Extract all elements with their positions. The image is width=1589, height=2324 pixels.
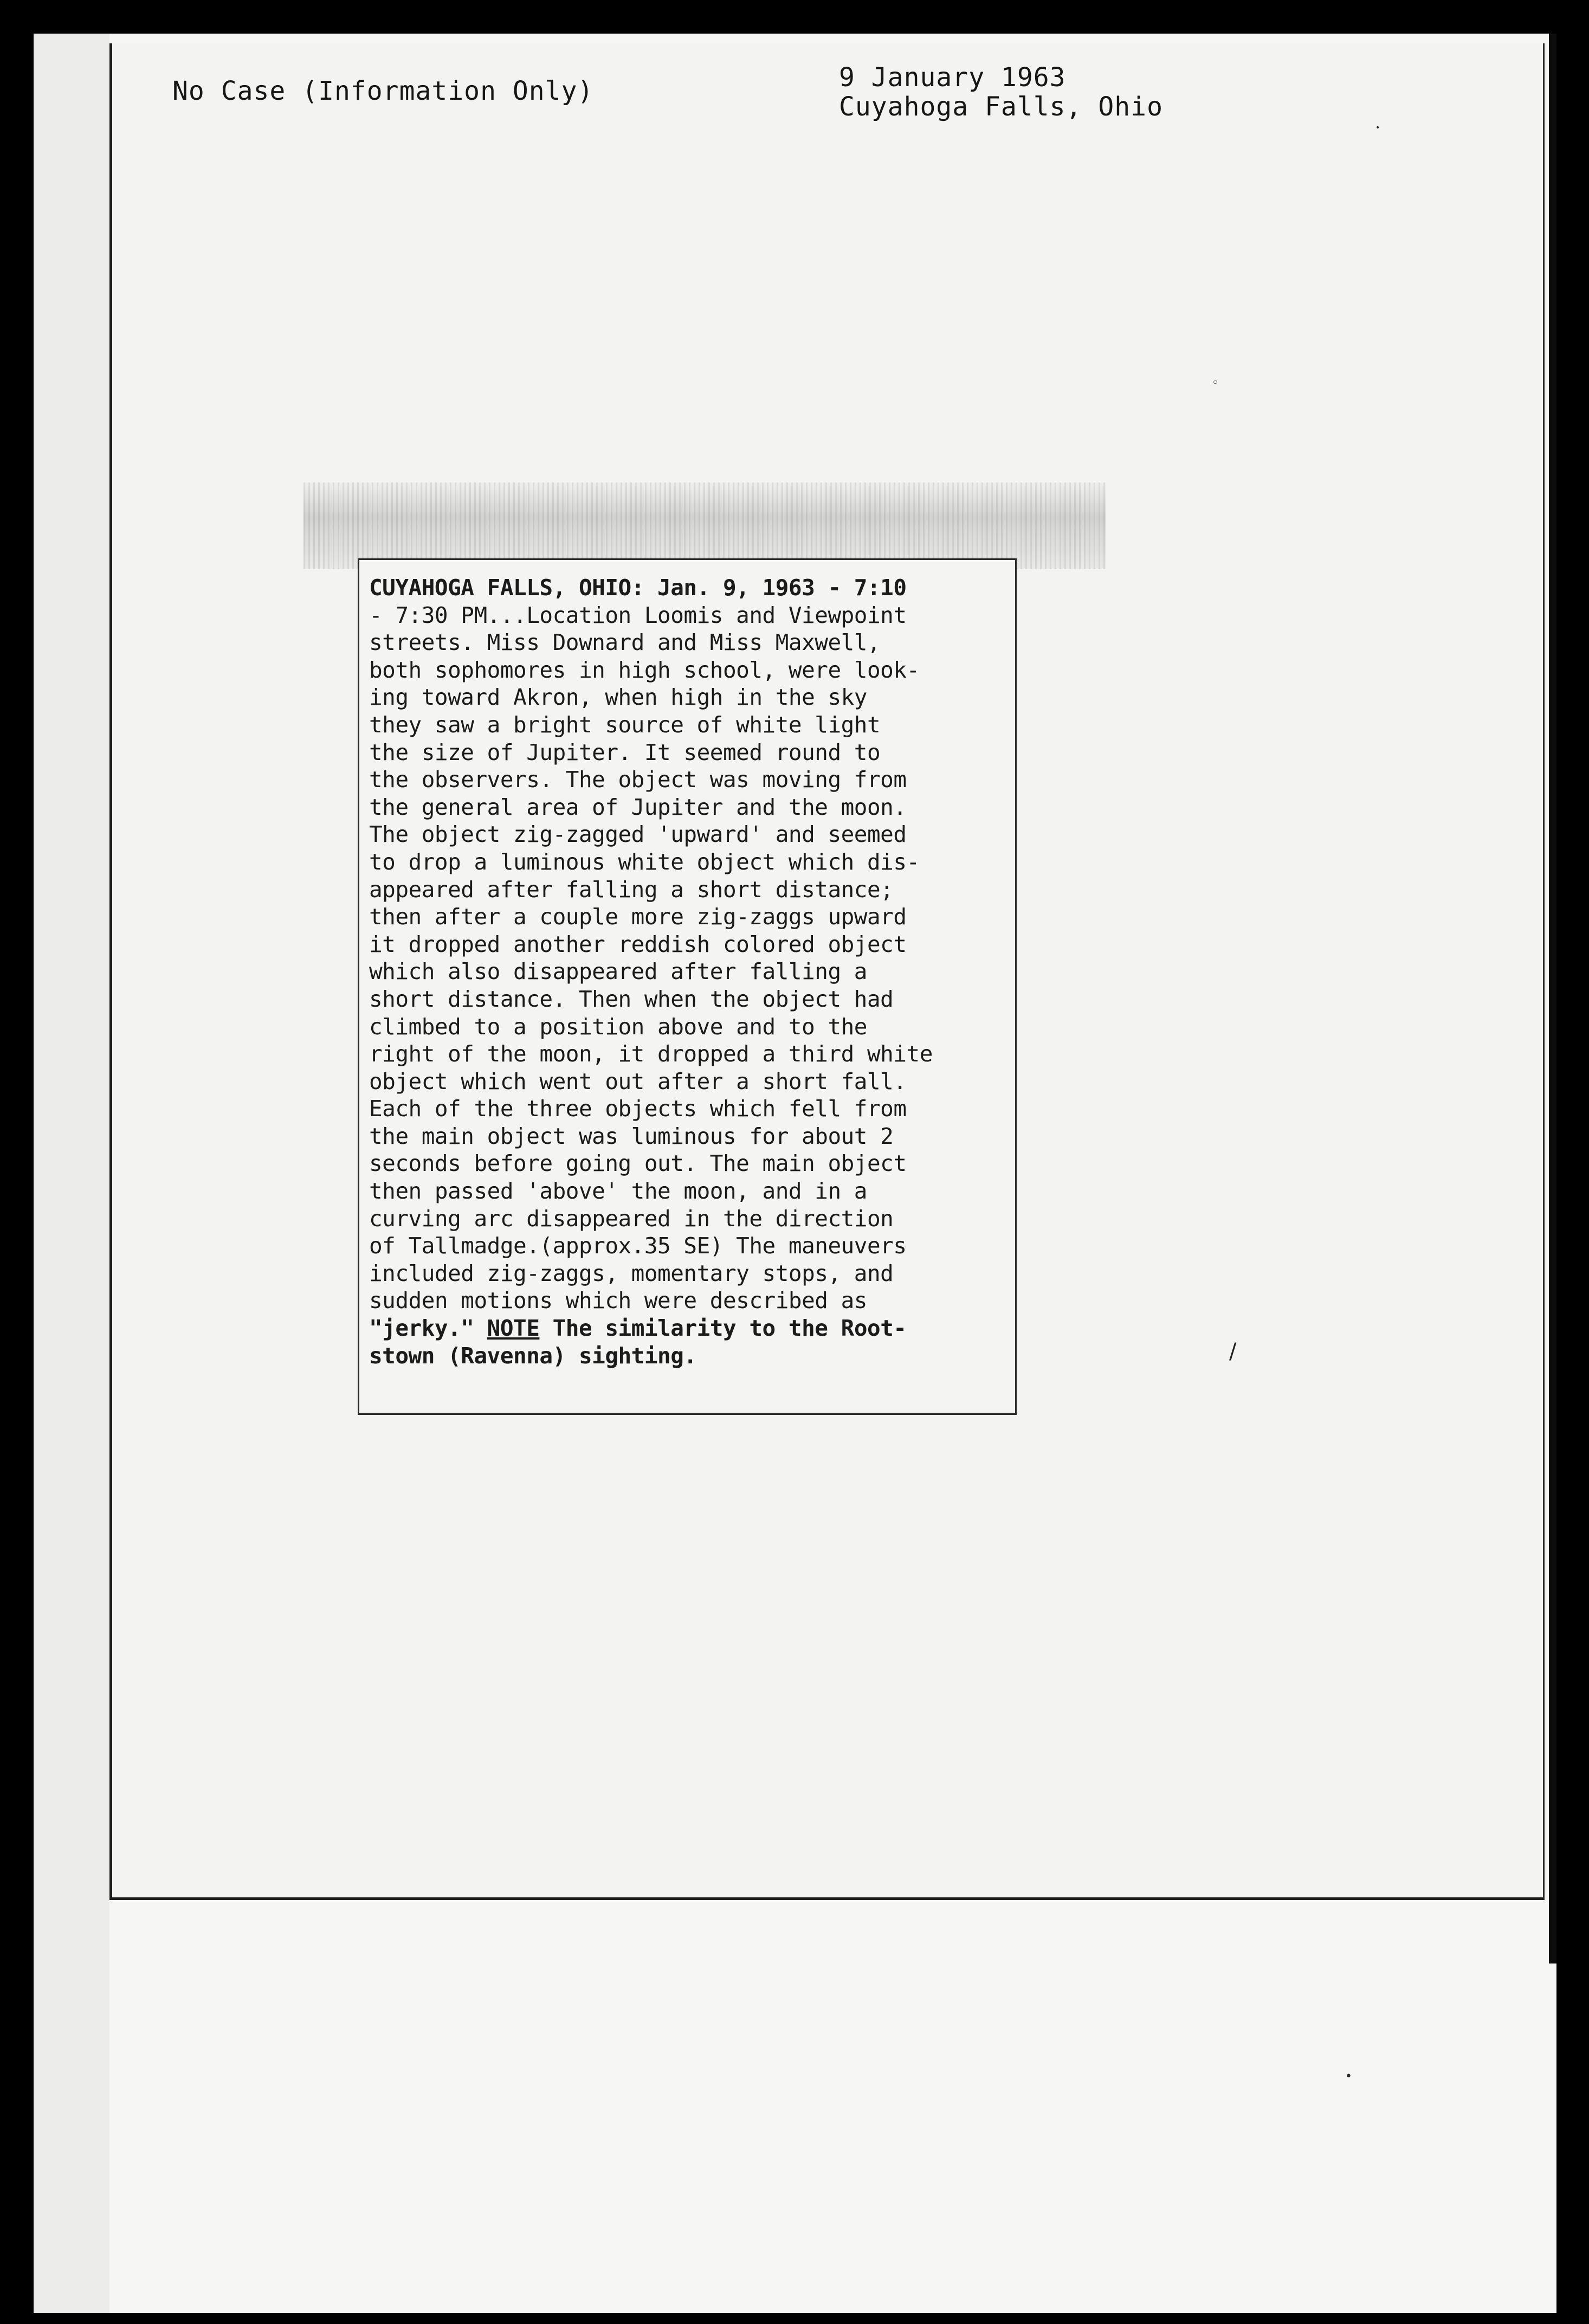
page-edge: [1549, 34, 1556, 1964]
clipping-line: CUYAHOGA FALLS, OHIO: Jan. 9, 1963 - 7:10: [369, 575, 907, 601]
clipping-line: included zig-zaggs, momentary stops, and: [369, 1260, 894, 1286]
clipping-line: short distance. Then when the object had: [369, 986, 894, 1012]
photocopy-smudge: [303, 482, 1106, 569]
clipping-line: right of the moon, it dropped a third white: [369, 1041, 933, 1067]
clipping-line: they saw a bright source of white light: [369, 711, 881, 738]
clipping-line: the main object was luminous for about 2: [369, 1123, 894, 1149]
newspaper-clipping: [358, 558, 1017, 1415]
clipping-note-rest: The similarity to the Root-: [552, 1315, 907, 1342]
speck-mark: ◦: [1212, 376, 1219, 390]
clipping-line: the size of Jupiter. It seemed round to: [369, 739, 881, 765]
clipping-line: The object zig-zagged 'upward' and seemed: [369, 821, 907, 848]
clipping-line: - 7:30 PM...Location Loomis and Viewpoint: [369, 602, 907, 628]
clipping-line: sudden motions which were described as: [369, 1287, 867, 1314]
report-date: 9 January 1963: [839, 62, 1066, 93]
clipping-note-line: [369, 1315, 1005, 1342]
clipping-note-label: NOTE: [487, 1315, 540, 1342]
clipping-line: Each of the three objects which fell from: [369, 1096, 907, 1122]
clipping-line: of Tallmadge.(approx.35 SE) The maneuvers: [369, 1233, 907, 1259]
date-location-block: [839, 63, 1163, 121]
clipping-line: streets. Miss Downard and Miss Maxwell,: [369, 629, 881, 656]
clipping-text: [369, 574, 1005, 1315]
clipping-line: it dropped another reddish colored object: [369, 931, 907, 957]
clipping-line: curving arc disappeared in the direction: [369, 1205, 894, 1232]
clipping-line: climbed to a position above and to the: [369, 1013, 867, 1040]
clipping-line: which also disappeared after falling a: [369, 958, 867, 985]
page-margin: [34, 34, 109, 2313]
clipping-line: seconds before going out. The main object: [369, 1150, 907, 1177]
speck-mark: •: [1345, 2070, 1352, 2083]
clipping-line: then passed 'above' the moon, and in a: [369, 1178, 867, 1205]
clipping-line: ing toward Akron, when high in the sky: [369, 684, 867, 711]
clipping-line: the observers. The object was moving from: [369, 767, 907, 793]
case-status: No Case (Information Only): [172, 76, 594, 106]
speck-mark: •: [1375, 124, 1380, 132]
clipping-line: both sophomores in high school, were look-: [369, 656, 920, 683]
clipping-note-last: stown (Ravenna) sighting.: [369, 1342, 697, 1369]
clipping-line: then after a couple more zig-zaggs upward: [369, 904, 907, 930]
clipping-line: the general area of Jupiter and the moon.: [369, 794, 907, 820]
clipping-line: appeared after falling a short distance;: [369, 876, 894, 903]
clipping-line: object which went out after a short fall.: [369, 1068, 907, 1095]
clipping-note-prefix: "jerky.": [369, 1315, 474, 1342]
report-location: Cuyahoga Falls, Ohio: [839, 92, 1163, 122]
pencil-mark: /: [1229, 1339, 1237, 1364]
clipping-line: to drop a luminous white object which dis-: [369, 848, 920, 875]
